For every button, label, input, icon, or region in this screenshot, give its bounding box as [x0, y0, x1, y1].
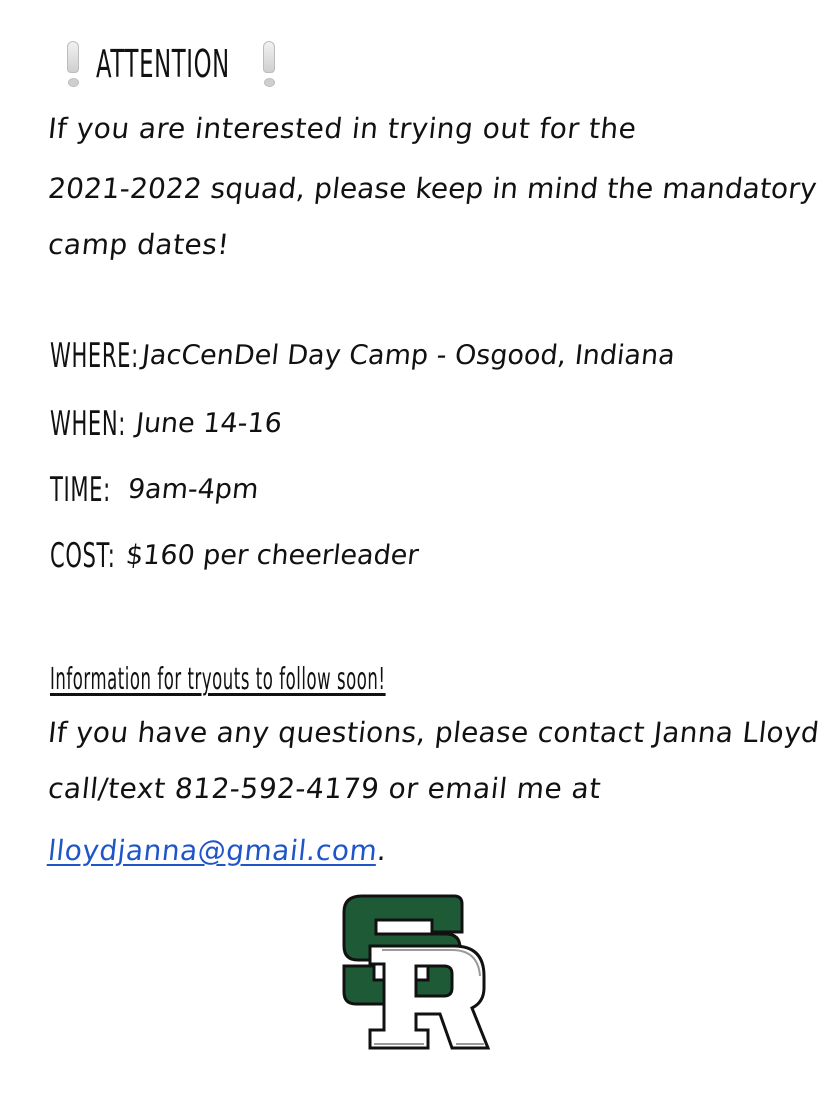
contact-line-1: If you have any questions, please contact Janna Lloyd	[46, 716, 821, 749]
intro-line-2: 2021-2022 squad, please keep in mind the mandatory	[46, 172, 819, 205]
logo-letter-r	[370, 946, 488, 1048]
when-row	[50, 404, 284, 450]
cost-value: $160 per cheerleader	[124, 540, 421, 571]
where-value: JacCenDel Day Camp - Osgood, Indiana	[140, 340, 677, 371]
intro-line-3: camp dates!	[46, 228, 231, 261]
intro-line-1: If you are interested in trying out for the	[46, 112, 639, 145]
contact-line-2: call/text 812-592-4179 or email me at	[46, 772, 603, 805]
sr-logo	[336, 888, 494, 1056]
tryout-info-notice: Information for tryouts to follow soon!	[50, 662, 386, 697]
attention-heading	[62, 36, 280, 92]
email-period: .	[375, 834, 389, 867]
when-value: June 14-16	[134, 408, 284, 439]
email-link[interactable]: lloydjanna@gmail.com	[46, 834, 380, 867]
cost-row	[50, 536, 421, 582]
time-row	[50, 470, 261, 516]
email-line	[47, 834, 389, 867]
heading-title: ATTENTION	[96, 42, 230, 86]
where-row	[50, 336, 677, 382]
time-value: 9am-4pm	[126, 474, 261, 505]
when-label: WHEN:	[50, 404, 126, 444]
where-label: WHERE:	[50, 336, 139, 376]
exclamation-icon	[258, 41, 280, 87]
cost-label: COST:	[50, 536, 116, 576]
time-label: TIME:	[50, 470, 111, 510]
exclamation-icon	[62, 41, 84, 87]
